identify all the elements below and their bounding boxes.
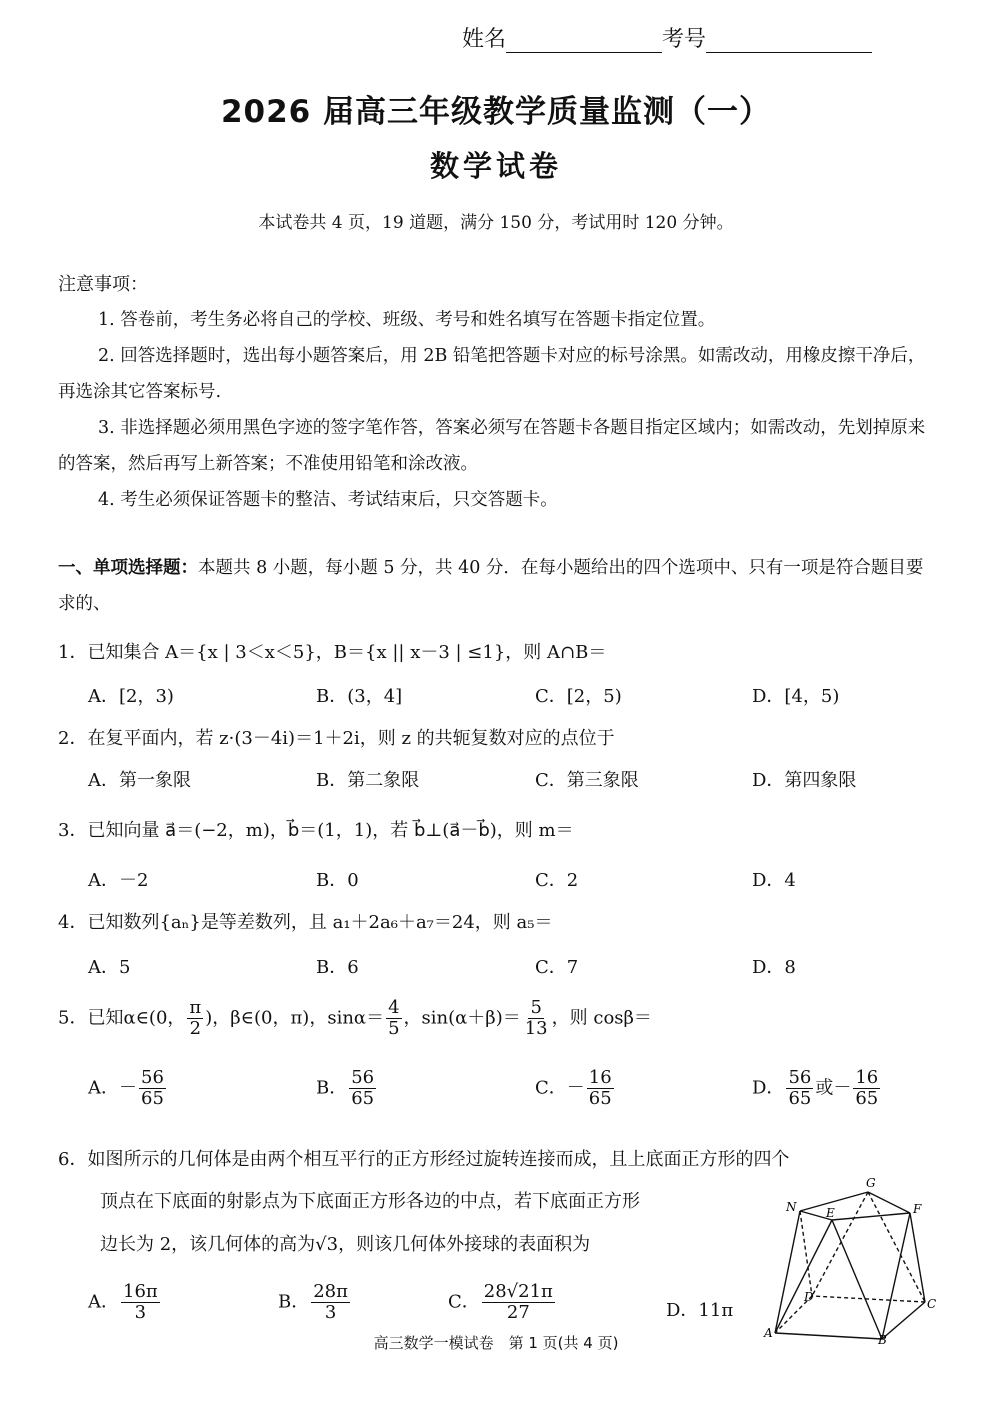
option-d[interactable]: D．4 xyxy=(752,870,796,891)
label-D: D xyxy=(804,1290,814,1304)
question-stem: 4．已知数列{aₙ}是等差数列，且 a₁＋2a₆＋a₇＝24，则 a₅＝ xyxy=(58,912,553,933)
fraction xyxy=(853,1068,880,1109)
section-text: 本题共 8 小题，每小题 5 分，共 40 分．在每小题给出的四个选项中、只有一项是符合题目要求的、 xyxy=(58,558,924,614)
fraction xyxy=(311,1282,350,1323)
option-label: A．－ xyxy=(88,1077,137,1099)
label-F: F xyxy=(913,1202,922,1216)
fraction xyxy=(786,1068,813,1109)
option-b[interactable] xyxy=(316,1068,378,1109)
option-c[interactable]: C．2 xyxy=(535,870,579,891)
id-field[interactable] xyxy=(706,30,872,53)
fraction xyxy=(139,1068,166,1109)
edge xyxy=(832,1220,882,1339)
question-stem: 6．如图所示的几何体是由两个相互平行的正方形经过旋转连接而成，且上底面正方形的四个 xyxy=(58,1149,790,1170)
notes-heading: 注意事项： xyxy=(58,274,148,295)
option-d[interactable]: D．11π xyxy=(666,1300,734,1321)
numerator: 16 xyxy=(855,1067,879,1088)
section-label: 一、单项选择题： xyxy=(58,558,198,578)
denominator: 65 xyxy=(588,1087,612,1109)
numerator: 16π xyxy=(123,1281,158,1302)
fraction xyxy=(386,998,401,1039)
option-c[interactable] xyxy=(448,1282,557,1323)
option-c[interactable]: C．[2，5) xyxy=(535,686,622,707)
option-label: B． xyxy=(316,1077,348,1099)
denominator: 65 xyxy=(788,1087,812,1109)
option-b[interactable]: B．(3，4] xyxy=(316,686,403,707)
edge xyxy=(800,1211,812,1296)
option-b[interactable]: B．6 xyxy=(316,957,359,978)
question-stem: 3．已知向量 a⃗＝(−2，m)，b⃗＝(1，1)，若 b⃗⊥(a⃗－b⃗)，则 m＝ xyxy=(58,820,574,841)
numerator: 56 xyxy=(141,1067,164,1088)
option-d[interactable]: D．[4，5) xyxy=(752,686,840,707)
option-c[interactable]: C．7 xyxy=(535,957,579,978)
numerator: 28π xyxy=(313,1281,348,1302)
numerator: 56 xyxy=(351,1067,375,1088)
option-c[interactable]: C．第三象限 xyxy=(535,770,639,791)
exam-info: 本试卷共 4 页，19 道题，满分 150 分，考试用时 120 分钟。 xyxy=(258,213,734,233)
option-d[interactable]: D．第四象限 xyxy=(752,770,857,791)
numerator: 28√21π xyxy=(483,1281,553,1302)
denominator: 65 xyxy=(351,1087,375,1109)
option-a[interactable]: A．第一象限 xyxy=(88,770,191,791)
name-id-row xyxy=(462,22,872,53)
question-stem-cont: 边长为 2，该几何体的高为√3，则该几何体外接球的表面积为 xyxy=(100,1234,591,1255)
exam-title: 2026 届高三年级教学质量监测（一） xyxy=(220,94,772,130)
denominator: 5 xyxy=(388,1017,400,1039)
option-label: A． xyxy=(88,1291,119,1313)
numerator: 4 xyxy=(388,997,400,1018)
question-stem: 2．在复平面内，若 z·(3－4i)＝1＋2i，则 z 的共轭复数对应的点位于 xyxy=(58,728,615,749)
exam-subtitle: 数学试卷 xyxy=(429,149,562,183)
label-B: B xyxy=(878,1333,887,1345)
option-b[interactable]: B．0 xyxy=(316,870,359,891)
option-label: D． xyxy=(752,1077,785,1099)
denominator: 13 xyxy=(524,1017,548,1039)
q5-text: ，则 cosβ＝ xyxy=(551,1007,652,1029)
label-E: E xyxy=(826,1206,835,1220)
label-A: A xyxy=(764,1326,773,1340)
option-label: C． xyxy=(448,1291,480,1313)
edge xyxy=(775,1220,832,1333)
question-stem-cont: 顶点在下底面的射影点为下底面正方形各边的中点，若下底面正方形 xyxy=(100,1191,640,1212)
fraction xyxy=(523,998,550,1039)
edge xyxy=(882,1213,910,1339)
denominator: 27 xyxy=(506,1301,530,1323)
page-footer: 高三数学一模试卷 第 1 页(共 4 页) xyxy=(373,1334,619,1352)
edge xyxy=(775,1211,800,1333)
section-heading xyxy=(58,550,938,622)
numerator: 5 xyxy=(530,997,542,1018)
denominator: 2 xyxy=(189,1017,202,1039)
question-stem xyxy=(58,998,652,1039)
option-a[interactable] xyxy=(88,1282,162,1323)
q5-text: 5．已知α∈(0， xyxy=(58,1007,186,1029)
numerator: 56 xyxy=(788,1067,812,1088)
label-N: N xyxy=(786,1200,797,1214)
option-label: B． xyxy=(278,1291,310,1313)
fraction xyxy=(121,1282,160,1323)
numerator: π xyxy=(189,997,202,1018)
fraction xyxy=(187,998,203,1039)
note-item: 4. 考生必须保证答题卡的整洁、考试结束后，只交答题卡。 xyxy=(98,490,558,510)
option-d[interactable] xyxy=(752,1068,882,1109)
note-item: 2. 回答选择题时，选出每小题答案后，用 2B 铅笔把答题卡对应的标号涂黑。如需改动，用橡皮擦干净后，再选涂其它答案标号. xyxy=(58,346,926,402)
q5-text: )，β∈(0，π)，sinα＝ xyxy=(205,1007,385,1029)
denominator: 65 xyxy=(855,1087,879,1109)
q5-text: ，sin(α＋β)＝ xyxy=(403,1007,521,1029)
name-field[interactable] xyxy=(506,30,662,53)
edge xyxy=(868,1192,910,1213)
option-a[interactable] xyxy=(88,1068,168,1109)
option-a[interactable]: A．[2，3) xyxy=(88,686,174,707)
denominator: 65 xyxy=(141,1087,164,1109)
fraction xyxy=(587,1068,614,1109)
option-or: 或－ xyxy=(815,1077,852,1099)
note-item: 3. 非选择题必须用黑色字迹的签字笔作答，答案必须写在答题卡各题目指定区域内；如需改动，先划掉原来的答案，然后再写上新答案；不准使用铅笔和涂改液。 xyxy=(58,418,926,474)
fraction xyxy=(349,1068,376,1109)
fraction xyxy=(482,1282,555,1323)
edge xyxy=(812,1296,925,1302)
question-stem: 1．已知集合 A＝{x | 3＜x＜5}，B＝{x || x－3 | ≤1}，则 A∩B＝ xyxy=(58,642,607,663)
denominator: 3 xyxy=(134,1301,147,1323)
option-c[interactable] xyxy=(535,1068,616,1109)
option-d[interactable]: D．8 xyxy=(752,957,796,978)
label-C: C xyxy=(927,1297,937,1311)
edge xyxy=(832,1213,910,1220)
note-item: 1. 答卷前，考生务必将自己的学校、班级、考号和姓名填写在答题卡指定位置。 xyxy=(98,310,716,330)
denominator: 3 xyxy=(324,1301,337,1323)
option-label: C．－ xyxy=(535,1077,585,1099)
label-G: G xyxy=(866,1176,876,1190)
option-b[interactable]: B．第二象限 xyxy=(316,770,420,791)
numerator: 16 xyxy=(588,1067,612,1088)
name-label: 姓名 xyxy=(462,27,507,52)
geometry-figure xyxy=(760,1175,950,1345)
id-label: 考号 xyxy=(662,27,707,52)
option-b[interactable] xyxy=(278,1282,352,1323)
option-a[interactable]: A．5 xyxy=(88,957,131,978)
option-a[interactable]: A．－2 xyxy=(88,870,149,891)
